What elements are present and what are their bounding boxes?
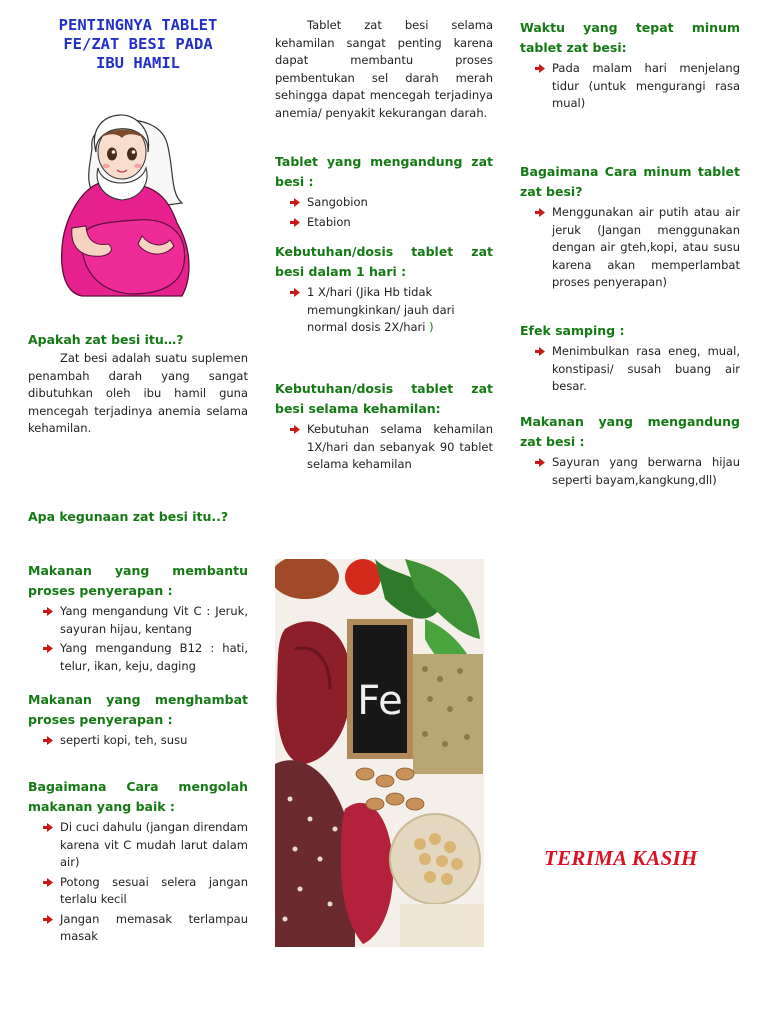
list-item-text: Menggunakan air putih atau air jeruk (Jangan menggunakan dengan air gteh,kopi, atau susu karena akan memperlambat proses penyerapan) (552, 205, 740, 289)
list-efek-samping (520, 343, 740, 396)
section-cara-minum (520, 162, 740, 292)
list-item (307, 421, 493, 474)
list-menghambat (28, 732, 248, 750)
arrow-bullet-icon (535, 458, 545, 467)
pregnant-woman-illustration (42, 108, 202, 298)
list-item (60, 874, 248, 909)
section-efek-samping (520, 321, 740, 396)
list-item (60, 603, 248, 638)
heading-waktu: Waktu yang tepat minum tablet zat besi: (520, 20, 740, 55)
arrow-bullet-icon (535, 208, 545, 217)
list-item-text: Sayuran yang berwarna hijau seperti bayam,kangkung,dll) (552, 455, 740, 487)
section-dosis-hamil (275, 379, 493, 474)
section-menghambat (28, 690, 248, 750)
list-item-text: Etabion (307, 214, 351, 229)
list-item-text: Pada malam hari menjelang tidur (untuk mengurangi rasa mual) (552, 61, 740, 110)
arrow-bullet-icon (43, 607, 53, 616)
list-item (60, 640, 248, 675)
list-item-text: 1 X/hari (Jika Hb tidak memungkinkan/ jauh dari normal dosis 2X/hari (307, 285, 455, 334)
list-item (307, 214, 493, 232)
title-line-2: FE/ZAT BESI PADA (63, 35, 213, 53)
arrow-bullet-icon (535, 64, 545, 73)
heading-membantu: Makanan yang membantu proses penyerapan : (28, 563, 248, 598)
list-item (60, 732, 248, 750)
arrow-bullet-icon (535, 347, 545, 356)
list-item (552, 204, 740, 292)
list-makanan-zat-besi (520, 454, 740, 489)
list-item-text: Jangan memasak terlampau masak (60, 911, 248, 943)
section-dosis-hari (275, 242, 493, 337)
list-item-text: Sangobion (307, 195, 368, 209)
arrow-bullet-icon (290, 198, 300, 207)
fe-chalk-label: Fe (357, 678, 403, 724)
title-line-1: PENTINGNYA TABLET (58, 16, 218, 34)
list-item-text: Di cuci dahulu (jangan direndam karena vit C mudah larut dalam air) (60, 820, 248, 869)
section-membantu (28, 561, 248, 675)
list-tablet (275, 194, 493, 231)
text-intro: Tablet zat besi selama kehamilan sangat penting karena dapat membantu proses pembentukan sel darah merah sehingga dapat mencegah terjadinya anemia/ penyakit kekurangan darah. (275, 18, 493, 120)
heading-apakah: Apakah zat besi itu…? (28, 332, 184, 347)
section-tablet-mengandung (275, 152, 493, 231)
page-title (28, 16, 248, 73)
arrow-bullet-icon (290, 218, 300, 227)
arrow-bullet-icon (43, 915, 53, 924)
heading-dosis-hari: Kebutuhan/dosis tablet zat besi dalam 1 hari : (275, 244, 493, 279)
list-item-text: Yang mengandung Vit C : Jeruk, sayuran hijau, kentang (60, 604, 248, 636)
closing-paren: ) (429, 320, 434, 334)
heading-makanan-zat-besi: Makanan yang mengandung zat besi : (520, 414, 740, 449)
list-item (60, 911, 248, 946)
heading-efek-samping: Efek samping : (520, 323, 625, 338)
heading-cara-minum: Bagaimana Cara minum tablet zat besi? (520, 164, 740, 199)
list-item (307, 194, 493, 212)
list-item-text: seperti kopi, teh, susu (60, 733, 188, 747)
closing-thanks: TERIMA KASIH (544, 846, 698, 870)
text-apakah: Zat besi adalah suatu suplemen penambah darah yang sangat dibutuhkan oleh ibu hamil guna mencegah terjadinya anemia selama kehamilan. (28, 351, 248, 435)
list-item-text: Kebutuhan selama kehamilan 1X/hari dan sebanyak 90 tablet selama kehamilan (307, 422, 493, 471)
list-item-text: Menimbulkan rasa eneg, mual, konstipasi/ susah buang air besar. (552, 344, 740, 393)
list-membantu (28, 603, 248, 675)
section-makanan-zat-besi (520, 412, 740, 489)
arrow-bullet-icon (290, 288, 300, 297)
arrow-bullet-icon (290, 425, 300, 434)
list-item (552, 60, 740, 113)
arrow-bullet-icon (43, 878, 53, 887)
list-item (552, 454, 740, 489)
section-mengolah (28, 777, 248, 946)
heading-kegunaan: Apa kegunaan zat besi itu..? (28, 509, 229, 524)
arrow-bullet-icon (43, 736, 53, 745)
arrow-bullet-icon (43, 823, 53, 832)
heading-mengolah: Bagaimana Cara mengolah makanan yang baik : (28, 779, 248, 814)
heading-tablet-mengandung: Tablet yang mengandung zat besi : (275, 154, 493, 189)
section-apakah (28, 330, 248, 438)
heading-dosis-hamil: Kebutuhan/dosis tablet zat besi selama kehamilan: (275, 381, 493, 416)
iron-food-photo (275, 559, 484, 947)
list-dosis-hamil (275, 421, 493, 474)
list-item (60, 819, 248, 872)
list-mengolah (28, 819, 248, 946)
list-dosis-hari (275, 284, 493, 337)
list-item-text: Yang mengandung B12 : hati, telur, ikan, keju, daging (60, 641, 248, 673)
list-item (307, 284, 493, 337)
title-line-3: IBU HAMIL (96, 54, 180, 72)
arrow-bullet-icon (43, 644, 53, 653)
list-waktu (520, 60, 740, 113)
section-waktu (520, 18, 740, 113)
list-item (552, 343, 740, 396)
list-item-text: Potong sesuai selera jangan terlalu kecil (60, 874, 248, 906)
heading-menghambat: Makanan yang menghambat proses penyerapan : (28, 692, 248, 727)
list-cara-minum (520, 204, 740, 292)
